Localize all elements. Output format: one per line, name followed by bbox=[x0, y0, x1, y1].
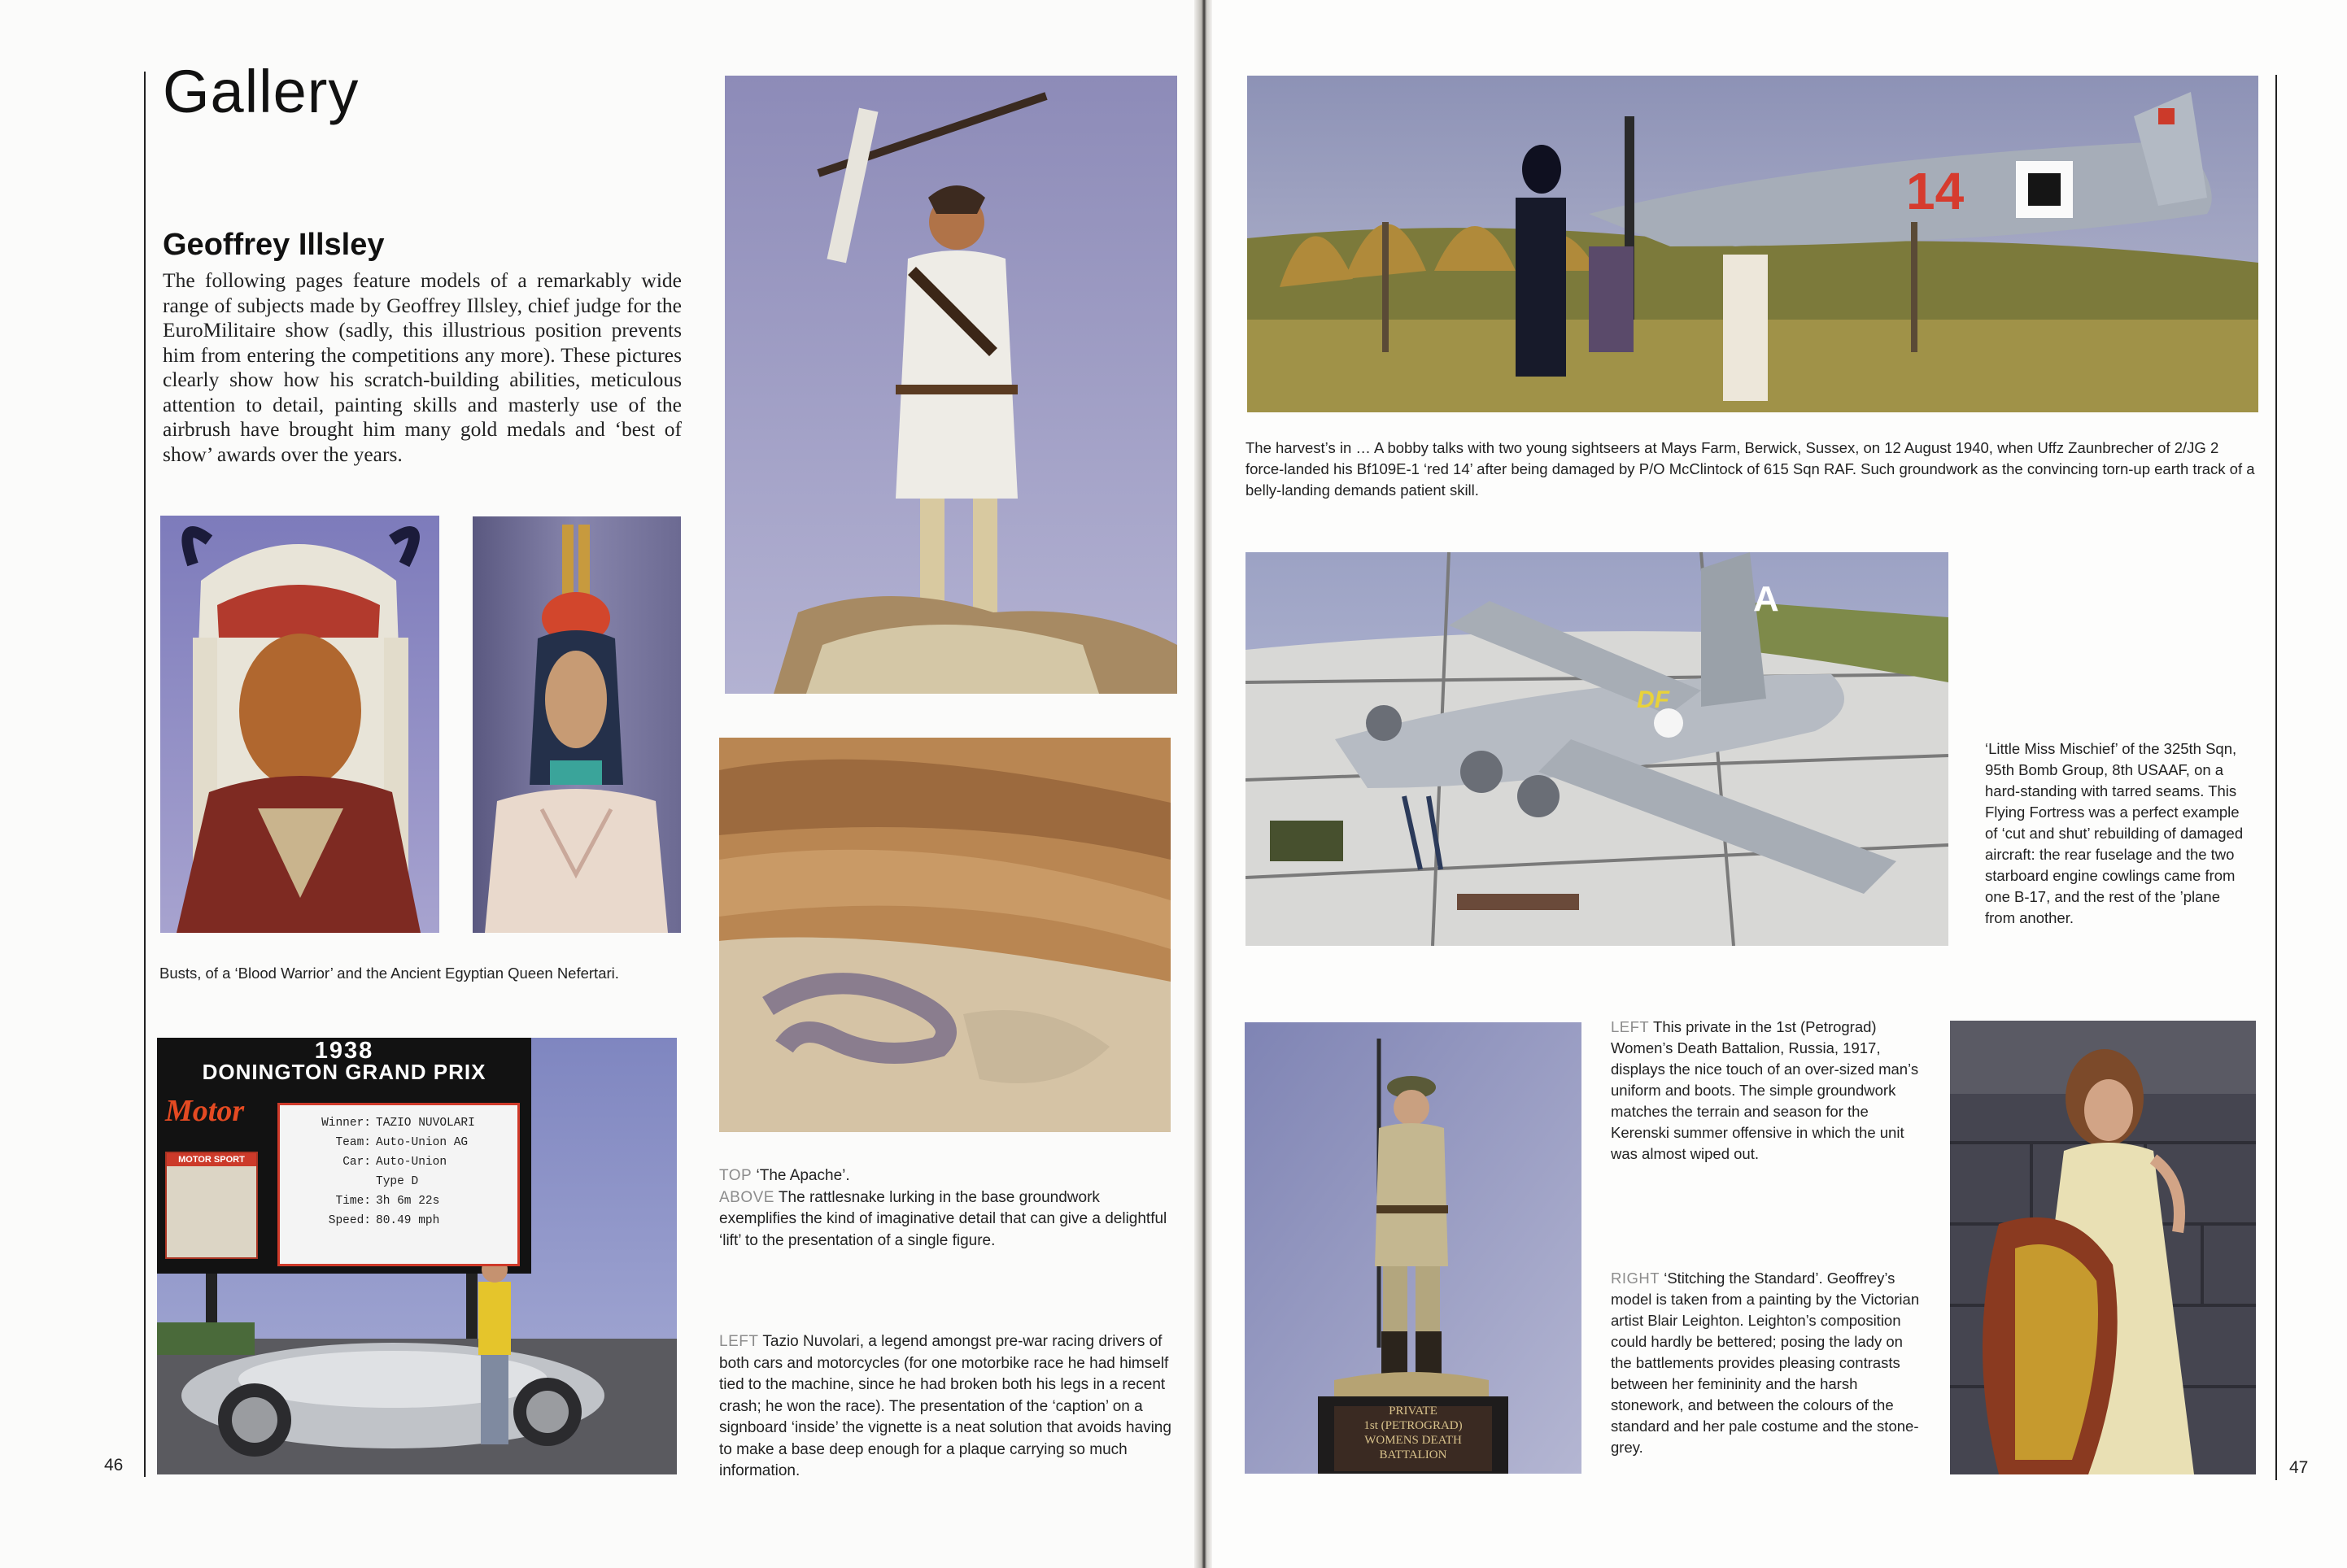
b17-fuselage-code: DF bbox=[1637, 686, 1669, 713]
apache-figure-photo bbox=[725, 76, 1177, 694]
result-value: 3h 6m 22s bbox=[376, 1195, 440, 1208]
busts-caption: Busts, of a ‘Blood Warrior’ and the Ancient Egyptian Queen Nefertari. bbox=[159, 965, 619, 982]
sign-event: DONINGTON GRAND PRIX bbox=[202, 1060, 486, 1084]
result-label: Car: bbox=[342, 1156, 371, 1169]
b17-tail-letter: A bbox=[1753, 579, 1779, 619]
plaque-line: 1st (PETROGRAD) bbox=[1363, 1419, 1463, 1432]
result-value: Type D bbox=[376, 1175, 419, 1188]
result-value: TAZIO NUVOLARI bbox=[376, 1117, 475, 1130]
right-margin-rule bbox=[2275, 75, 2277, 1480]
bf109-harvest-diorama-photo bbox=[1247, 76, 2258, 412]
result-row bbox=[312, 1191, 475, 1211]
result-value: 80.49 mph bbox=[376, 1214, 440, 1227]
result-row bbox=[312, 1211, 475, 1230]
result-label: Time: bbox=[335, 1195, 371, 1208]
stitching-the-standard-photo bbox=[1950, 1021, 2256, 1474]
apache-caption-line bbox=[719, 1165, 1175, 1187]
caption-label-left-right-page: LEFT bbox=[1611, 1018, 1650, 1035]
private-caption-text: This private in the 1st (Petrograd) Women’s Death Battalion, Russia, 1917, displays the nice touch of an over-sized man’s uniform and boots. The simple groundwork matches the terrain and season for the Kerenski summer offensive in which the unit was almost wiped out. bbox=[1611, 1018, 1919, 1162]
private-caption bbox=[1611, 1017, 1920, 1165]
caption-label-above: ABOVE bbox=[719, 1188, 774, 1206]
signboard bbox=[157, 1038, 531, 1274]
page-number-right: 47 bbox=[2289, 1458, 2309, 1477]
caption-left-text: Tazio Nuvolari, a legend amongst pre-war racing drivers of both cars and motorcycles (for one motorbike race he had himself tied to the machine, since he had broken both his legs in a recent crash; he won the race). The presentation of the ‘caption’ on a signboard ‘inside’ the vignette is a neat solution that avoids having to make a base deep enough for a plaque carrying so much information. bbox=[719, 1333, 1171, 1479]
apache-caption bbox=[719, 1165, 1175, 1252]
rattlesnake-groundwork-photo bbox=[719, 738, 1171, 1132]
result-row bbox=[312, 1172, 475, 1191]
page-number-left: 46 bbox=[104, 1456, 124, 1474]
sign-year: 1938 bbox=[314, 1038, 374, 1064]
book-gutter bbox=[1194, 0, 1212, 1568]
result-value: Auto-Union AG bbox=[376, 1136, 469, 1149]
result-row bbox=[312, 1113, 475, 1133]
result-label: Speed: bbox=[328, 1214, 371, 1227]
plaque-line: WOMENS DEATH bbox=[1364, 1434, 1462, 1447]
results-table bbox=[312, 1113, 475, 1230]
figure-plaque bbox=[1334, 1404, 1492, 1462]
b17-little-miss-mischief-photo bbox=[1245, 552, 1948, 946]
caption-label-right: RIGHT bbox=[1611, 1270, 1660, 1287]
left-margin-rule bbox=[144, 72, 146, 1477]
plaque-line: PRIVATE bbox=[1389, 1405, 1437, 1418]
bf109-code-marking: 14 bbox=[1906, 162, 1965, 220]
result-row bbox=[312, 1133, 475, 1152]
plaque-line: BATTALION bbox=[1379, 1448, 1447, 1461]
caption-label-top: TOP bbox=[719, 1167, 753, 1184]
results-panel bbox=[277, 1103, 520, 1266]
page-title: Gallery bbox=[163, 58, 360, 125]
nefertari-bust-photo bbox=[473, 516, 681, 933]
caption-top-text: ‘The Apache’. bbox=[752, 1167, 850, 1184]
intro-paragraph: The following pages feature models of a remarkably wide range of subjects made by Geoffrey Illsley, chief judge for the EuroMilitaire show (sadly, this illustrious position prevents him from entering the competitions any more). These pictures clearly show how his scratch-building abilities, meticulous attention to detail, painting skills and masterly use of the airbrush have brought him many gold medals and ‘best of show’ awards over the years. bbox=[163, 268, 682, 466]
nuvolari-caption bbox=[719, 1331, 1175, 1483]
b17-caption: ‘Little Miss Mischief’ of the 325th Sqn, 95th Bomb Group, 8th USAAF, on a hard-standing with tarred seams. This Flying Fortress was a perfect example of ‘cut and shut’ rebuilding of damaged aircraft: the rear fuselage and the two starboard engine cowlings came from one B-17, and the rest of the ’plane from another. bbox=[1985, 740, 2244, 926]
stitching-caption-text: ‘Stitching the Standard’. Geoffrey’s model is taken from a painting by the Victorian artist Blair Leighton. Leighton’s composition could hardly be bettered; posing the lady on the battlements provides pleasing contrasts between her femininity and the harsh stonework, and between the colours of the standard and her pale costume and the stone-grey. bbox=[1611, 1270, 1920, 1456]
harvest-caption: The harvest’s in … A bobby talks with two young sightseers at Mays Farm, Berwick, Sussex, on 12 August 1940, when Uffz Zaunbrecher of 2/JG 2 force-landed his Bf109E-1 ‘red 14’ after being damaged by P/O McClintock of 615 Sqn RAF. Such groundwork as the convincing torn-up earth track of a belly-landing demands patient skill. bbox=[1245, 439, 2255, 499]
result-label: Winner: bbox=[321, 1117, 371, 1130]
motor-sport-poster-title: MOTOR SPORT bbox=[167, 1153, 256, 1166]
motor-logo: Motor bbox=[165, 1094, 245, 1128]
caption-above-text: The rattlesnake lurking in the base groundwork exemplifies the kind of imaginative detail that can give a delightful ‘lift’ to the presentation of a single figure. bbox=[719, 1188, 1167, 1249]
blood-warrior-bust-photo bbox=[160, 516, 439, 933]
motor-sport-poster bbox=[165, 1152, 258, 1259]
result-label: Team: bbox=[335, 1136, 371, 1149]
caption-label-left: LEFT bbox=[719, 1333, 759, 1350]
stitching-caption bbox=[1611, 1268, 1920, 1458]
result-value: Auto-Union bbox=[376, 1156, 447, 1169]
rattlesnake-caption-line bbox=[719, 1187, 1175, 1252]
section-heading: Geoffrey Illsley bbox=[163, 228, 385, 262]
result-row bbox=[312, 1152, 475, 1172]
